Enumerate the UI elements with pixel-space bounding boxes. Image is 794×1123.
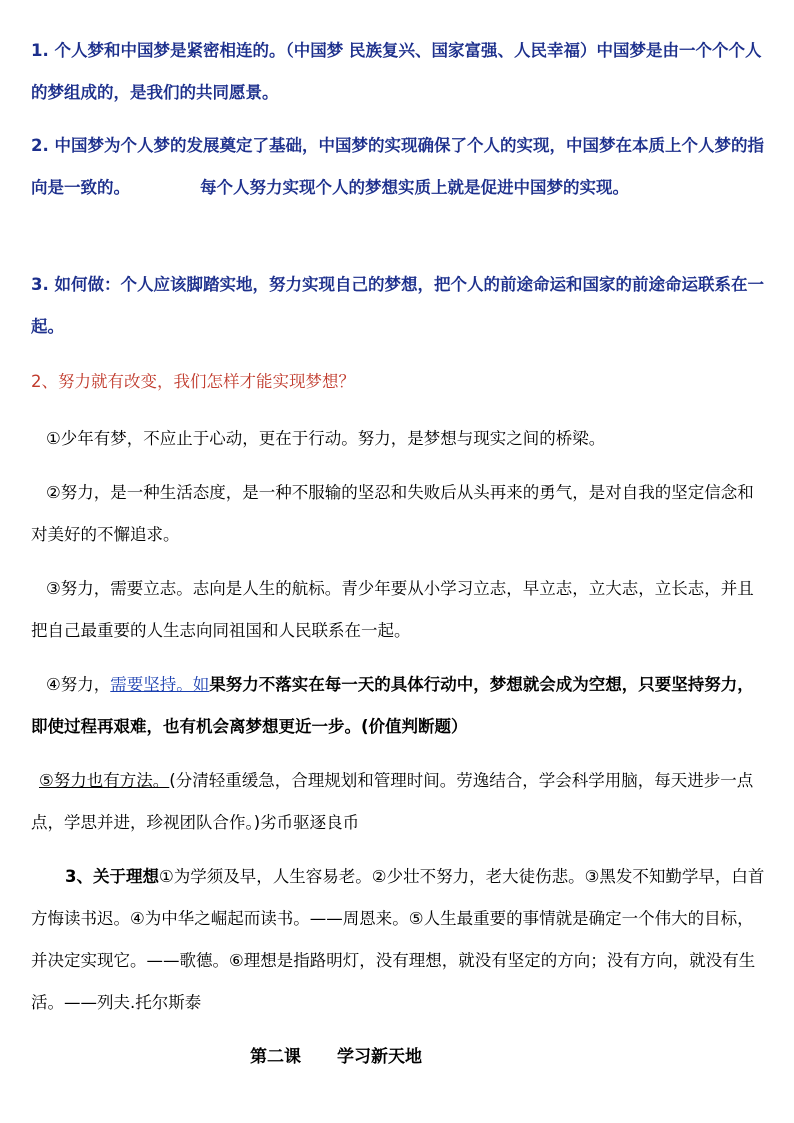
list-item-2: ②努力，是一种生活态度，是一种不服输的坚忍和失败后从头再来的勇气，是对自我的坚定信念和对美好的不懈追求。 [31,483,754,544]
paragraph-3: 3. 如何做：个人应该脚踏实地，努力实现自己的梦想，把个人的前途命运和国家的前途命运联系在一起。 [31,275,764,336]
paragraph-2: 2. 中国梦为个人梦的发展奠定了基础，中国梦的实现确保了个人的实现，中国梦在本质上个人梦的指向是一致的。 每个人努力实现个人的梦想实质上就是促进中国梦的实现。 [31,136,764,197]
section-3: 3、关于理想①为学须及早，人生容易老。②少壮不努力，老大徒伤悲。③黑发不知勤学早，白首方悔读书迟。④为中华之崛起而读书。——周恩来。⑤人生最重要的事情就是确定一个伟大的目标，并决定实现它。——歌德。⑥理想是指路明灯，没有理想，就没有坚定的方向；没有方向，就没有生活。——列夫.托尔斯泰 [31,867,765,1012]
paragraph-1: 1. 个人梦和中国梦是紧密相连的。（中国梦 民族复兴、国家富强、人民幸福）中国梦是由一个个个人的梦组成的，是我们的共同愿景。 [31,41,762,102]
list-item-4: ④努力，需要坚持。如果努力不落实在每一天的具体行动中，梦想就会成为空想，只要坚持努力，即使过程再艰难，也有机会离梦想更近一步。(价值判断题） [31,675,754,736]
lesson-title [250,1040,422,1074]
section-2-heading: 2、努力就有改变，我们怎样才能实现梦想？ [31,372,355,391]
list-item-3: ③努力，需要立志。志向是人生的航标。青少年要从小学习立志，早立志，立大志，立长志，并且把自己最重要的人生志向同祖国和人民联系在一起。 [31,579,754,640]
lesson-number: 第二课 [250,1047,301,1067]
lesson-name: 学习新天地 [337,1047,422,1067]
list-item-1: ①少年有梦，不应止于心动，更在于行动。努力，是梦想与现实之间的桥梁。 [46,429,606,448]
list-item-5: ⑤努力也有方法。(分清轻重缓急，合理规划和管理时间。劳逸结合，学会科学用脑，每天进步一点点，学思并进，珍视团队合作。)劣币驱逐良币 [31,771,754,832]
